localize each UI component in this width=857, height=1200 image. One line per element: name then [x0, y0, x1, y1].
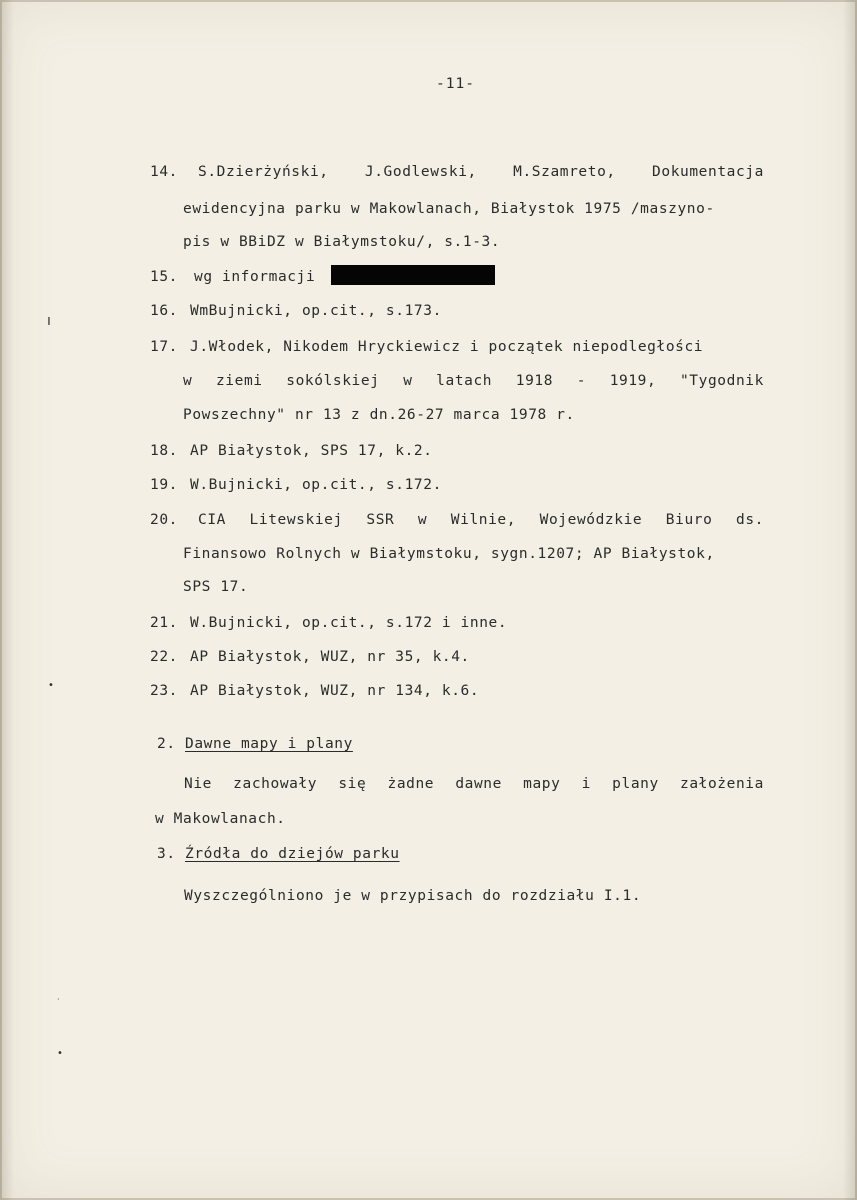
section-body-line: Wyszczególniono je w przypisach do rozdziału I.1.: [184, 888, 642, 904]
word: Wojewódzkie: [539, 512, 643, 528]
footnote-line: Finansowo Rolnych w Białymstoku, sygn.1207; AP Białystok,: [183, 546, 715, 562]
word: S.Dzierżyński,: [198, 164, 329, 180]
scan-mark: ı: [47, 313, 52, 329]
word: Wilnie,: [450, 512, 517, 528]
word: M.Szamreto,: [513, 164, 616, 180]
section-number: 3.: [157, 846, 176, 862]
scan-mark: ·: [57, 995, 61, 1004]
word: założenia: [679, 776, 764, 792]
word: sokólskiej: [286, 373, 380, 389]
page-number: -11-: [436, 76, 475, 92]
word: "Tygodnik: [679, 373, 764, 389]
footnote-line: WmBujnicki, op.cit., s.173.: [190, 303, 442, 319]
footnote-number: 17.: [150, 339, 178, 355]
word: dawne: [455, 776, 502, 792]
word: i: [581, 776, 591, 792]
footnote-line: SPS 17.: [183, 579, 249, 595]
footnote-line: pis w BBiDZ w Białymstoku/, s.1-3.: [183, 234, 501, 250]
word: mapy: [523, 776, 561, 792]
footnote-line: W.Bujnicki, op.cit., s.172 i inne.: [190, 615, 508, 631]
scan-mark: •: [57, 1048, 64, 1059]
word: 1918: [515, 373, 554, 389]
word: się: [338, 776, 367, 792]
footnote-line: Powszechny" nr 13 z dn.26-27 marca 1978 r.: [183, 407, 575, 423]
word: plany: [612, 776, 659, 792]
word: CIA: [198, 512, 226, 528]
section-heading: Dawne mapy i plany: [185, 736, 353, 752]
footnote-line: ewidencyjna parku w Makowlanach, Białystok 1975 /maszyno-: [183, 201, 715, 217]
footnote-line: AP Białystok, WUZ, nr 134, k.6.: [190, 683, 480, 699]
footnote-number: 20.: [150, 512, 178, 528]
footnote-line: AP Białystok, WUZ, nr 35, k.4.: [190, 649, 470, 665]
scan-mark: •: [48, 680, 55, 691]
footnote-line: AP Białystok, SPS 17, k.2.: [190, 443, 433, 459]
footnote-number: 18.: [150, 443, 178, 459]
section-heading: Źródła do dziejów parku: [185, 846, 400, 862]
word: żadne: [387, 776, 435, 792]
word: Nie: [184, 776, 212, 792]
footnote-line: wg informacji: [194, 269, 316, 285]
word: 1919,: [609, 373, 657, 389]
footnote-line: [198, 511, 764, 529]
word: J.Godlewski,: [364, 164, 477, 180]
page-edge-shadow-right: [843, 0, 857, 1200]
footnote-line: W.Bujnicki, op.cit., s.172.: [190, 477, 442, 493]
word: latach: [436, 373, 493, 389]
footnote-number: 19.: [150, 477, 178, 493]
word: zachowały: [233, 776, 318, 792]
footnote-number: 14.: [150, 164, 178, 180]
redaction-bar: [331, 265, 495, 285]
word: ziemi: [215, 373, 263, 389]
footnote-number: 15.: [150, 269, 178, 285]
footnote-number: 16.: [150, 303, 178, 319]
footnote-number: 21.: [150, 615, 178, 631]
footnote-line: J.Włodek, Nikodem Hryckiewicz i początek niepodległości: [190, 339, 704, 355]
page-edge-shadow-left: [0, 0, 14, 1200]
word: w: [183, 373, 193, 389]
word: Litewskiej: [249, 512, 343, 528]
footnote-line: [198, 163, 764, 181]
section-body-line: w Makowlanach.: [155, 811, 286, 827]
section-number: 2.: [157, 736, 176, 752]
section-body-line: [184, 775, 764, 793]
footnote-number: 22.: [150, 649, 178, 665]
word: Biuro: [665, 512, 713, 528]
word: SSR: [366, 512, 395, 528]
word: -: [576, 373, 587, 389]
word: w: [403, 373, 413, 389]
footnote-line: [183, 372, 764, 390]
footnote-number: 23.: [150, 683, 178, 699]
word: ds.: [735, 512, 764, 528]
word: Dokumentacja: [652, 164, 764, 180]
word: w: [417, 512, 428, 528]
